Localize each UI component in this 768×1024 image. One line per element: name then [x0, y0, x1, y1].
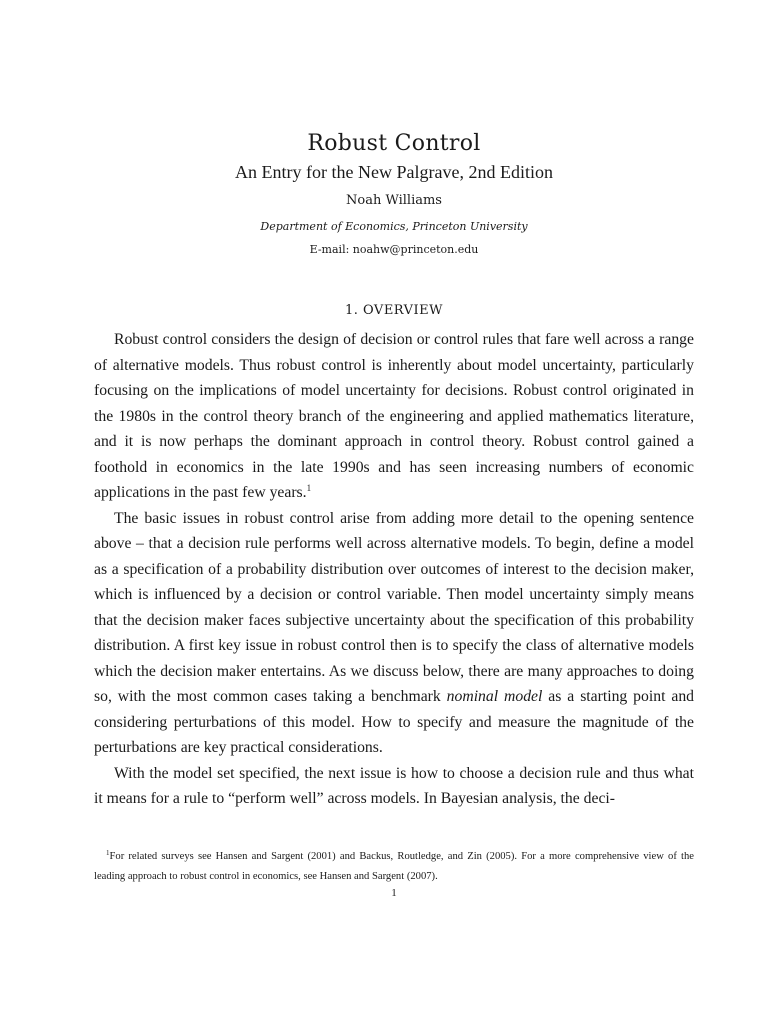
paragraph-1-text: Robust control considers the design of decision or control rules that fare well across a range of alternative models. Thus robust control is inherently about model uncertainty, particularly focusing on the implications of model uncertainty for decisions. Robust control originated in the 1980s in the control theory branch of the engineering and applied mathematics literature, and it is now perhaps the dominant approach in control theory. Robust control gained a foothold in economics in the late 1990s and has seen increasing numbers of economic applications in the past few years. — [94, 331, 694, 501]
paragraph-2-text-b: as a starting point and considering perturbations of this model. How to specify and measure the magnitude of the perturbations are key practical considerations. — [94, 688, 695, 756]
footnote-reference: 1 — [306, 483, 312, 493]
body-text — [94, 327, 694, 812]
section-heading: 1. OVERVIEW — [344, 303, 444, 318]
author-affiliation: Department of Economics, Princeton University — [260, 220, 528, 233]
paragraph-2 — [94, 506, 694, 761]
paper-subtitle: An Entry for the New Palgrave, 2nd Edition — [235, 162, 553, 182]
footnote-mark: 1 — [106, 849, 110, 857]
paper-title: Robust Control — [307, 131, 481, 156]
emphasis-nominal-model: nominal model — [446, 688, 543, 705]
author-email: E-mail: noahw@princeton.edu — [309, 243, 479, 256]
footnote-text: For related surveys see Hansen and Sargent (2001) and Backus, Routledge, and Zin (2005). For a more comprehensive view of the leading approach to robust control in economics, see Hansen and Sargent (2007). — [94, 851, 694, 882]
paragraph-2-text-a: The basic issues in robust control arise from adding more detail to the opening sentence above – that a decision rule performs well across alternative models. To begin, define a model as a specification of a probability distribution over outcomes of interest to the decision maker, which is influenced by a decision or control variable. Then model uncertainty simply means that the decision maker faces subjective uncertainty about the specification of this probability distribution. A first key issue in robust control then is to specify the class of alternative models which the decision maker entertains. As we discuss below, there are many approaches to doing so, with the most common cases taking a benchmark — [94, 509, 694, 705]
footnote — [94, 847, 694, 887]
author-name: Noah Williams — [346, 193, 442, 208]
paragraph-1 — [94, 327, 694, 506]
paragraph-3: With the model set specified, the next issue is how to choose a decision rule and thus what it means for a rule to “perform well” across models. In Bayesian analysis, the deci- — [94, 764, 694, 807]
page-number: 1 — [391, 887, 397, 899]
